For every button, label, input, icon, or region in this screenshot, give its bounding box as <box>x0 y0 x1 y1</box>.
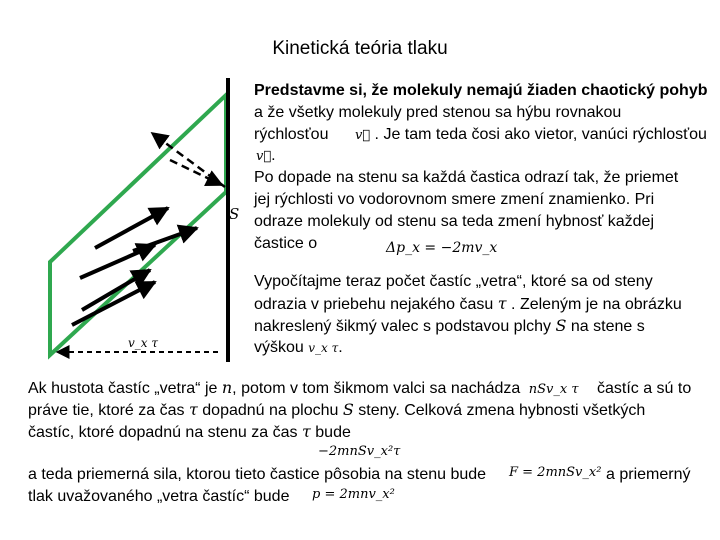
text-span: na stene s <box>570 318 645 335</box>
text-line <box>254 124 707 147</box>
text-span: rýchlosťou <box>254 126 329 143</box>
text-span: častíc, ktoré dopadnú na stenu za čas <box>28 424 298 441</box>
text-span: odrazia v priebehu nejakého času <box>254 296 494 313</box>
text-line <box>28 399 645 422</box>
text-span: . <box>338 339 343 356</box>
text-line <box>28 464 486 486</box>
math-tau: τ <box>301 422 311 441</box>
text-line <box>28 377 691 401</box>
text-line <box>254 293 682 316</box>
math-S: S <box>342 400 354 419</box>
text-span: výškou <box>254 339 304 356</box>
text-line: odraze molekuly od stenu sa teda zmení hybnosť každej <box>254 213 655 230</box>
math-particle-count: nSv_x τ <box>528 382 579 397</box>
text-span: bude <box>315 424 351 441</box>
text-line: tlak uvažovaného „vetra častíc“ bude <box>28 488 290 505</box>
momentum-change-equation: Δp_x = −2mv_x <box>386 240 498 256</box>
height-label: v_x τ <box>128 336 158 350</box>
incoming-dashed-arrow <box>170 160 222 185</box>
velocity-arrow <box>72 282 155 325</box>
math-velocity: v⃗ <box>354 128 371 143</box>
text-span: , potom v tom šikmom valci sa nachádza <box>232 380 521 397</box>
math-tau: τ <box>497 294 507 313</box>
text-span: Ak hustota častíc „vetra“ je <box>28 380 218 397</box>
text-line: a priemerný <box>606 466 691 483</box>
reflected-dashed-arrow <box>152 133 225 187</box>
math-n: n <box>221 378 233 397</box>
total-momentum-equation: −2mnSv_x²τ <box>318 444 401 459</box>
math-S: S <box>555 316 567 335</box>
text-line: jej rýchlosti vo vodorovnom smere zmení znamienko. Pri <box>254 191 655 208</box>
text-span: dopadnú na plochu <box>202 402 339 419</box>
text-line: Predstavme si, že molekuly nemajú žiaden chaotický pohyb <box>254 82 708 99</box>
math-tau: τ <box>188 400 198 419</box>
text-line <box>254 315 645 338</box>
text-span: častíc a sú to <box>596 380 692 397</box>
text-span: nakreslený šikmý valec s podstavou plchy <box>254 318 552 335</box>
text-line: častice o <box>254 235 318 252</box>
text-span: steny. Celková zmena hybnosti všetkých <box>358 402 646 419</box>
text-line: Vypočítajme teraz počet častíc „vetra“, ktoré sa od steny <box>254 273 653 290</box>
page-title: Kinetická teória tlaku <box>272 38 448 59</box>
text-span: . <box>271 147 276 164</box>
text-span: a teda priemerná sila, ktorou tieto častice pôsobia na stenu bude <box>28 466 487 483</box>
math-height: v_x τ <box>308 341 339 355</box>
text-line <box>254 337 343 359</box>
force-equation: F = 2mnSv_x² <box>509 465 602 480</box>
math-velocity: v⃗ <box>256 149 272 164</box>
text-line: a že všetky molekuly pred stenou sa hýbu rovnakou <box>254 104 622 121</box>
text-line: Po dopade na stenu sa každá častica odrazí tak, že priemet <box>254 169 679 186</box>
wall-label: S <box>229 205 240 223</box>
text-span: . Zeleným je na obrázku <box>511 296 682 313</box>
text-span: práve tie, ktoré za čas <box>28 402 185 419</box>
pressure-equation: p = 2mnv_x² <box>312 487 395 502</box>
text-span: . Je tam teda čosi ako vietor, vanúci rýchlosťou <box>374 126 707 143</box>
text-line <box>256 145 276 168</box>
text-line <box>28 421 351 444</box>
